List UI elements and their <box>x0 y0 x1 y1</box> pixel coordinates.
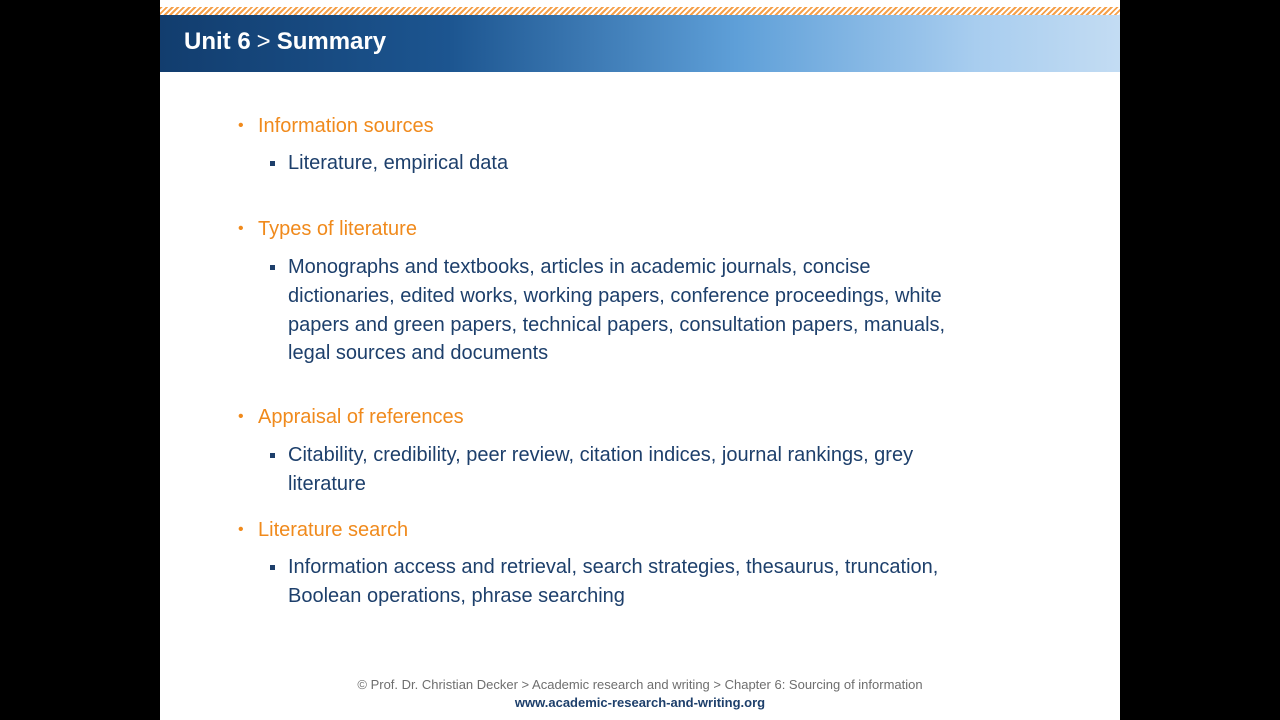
bullet-square-icon <box>270 453 275 458</box>
bullet-square-icon <box>270 161 275 166</box>
title-section: Summary <box>276 28 387 55</box>
bullet-dot-icon: • <box>238 521 244 538</box>
bullet-square-icon <box>270 565 275 570</box>
title-unit: Unit 6 <box>184 28 251 55</box>
title-bar <box>160 15 1120 72</box>
bullet-dot-icon: • <box>238 220 244 237</box>
footer-url[interactable]: www.academic-research-and-writing.org <box>514 695 766 710</box>
footer-copyright: © Prof. Dr. Christian Decker > Academic research and writing > Chapter 6: Sourcing of information <box>357 677 923 692</box>
slide-title <box>184 28 386 56</box>
bullet-dot-icon: • <box>238 408 244 425</box>
decorative-stripe <box>160 7 1120 15</box>
title-separator: > <box>256 28 271 55</box>
bullet-dot-icon: • <box>238 117 244 134</box>
bullet-square-icon <box>270 265 275 270</box>
slide: Unit 6 > Summary • Information sources Literature, empirical data • Types of literature Monographs and textbooks, articles in academic journals, concise dictionaries, edited works, working papers, conference proceedings, white papers and green papers, technical papers, consultation papers, manuals, legal sources and documents • Appraisal of references Citability, credibility, peer review, citation indices, journal rankings, grey literature • Literature search Information access and retrieval, search strategies, thesaurus, truncation, Boolean operations, phrase searching © Prof. Dr. Christian Decker > Academic research and writing > Chapter 6: Sourcing of information www.academic-research-and-writing.org <box>160 0 1120 720</box>
